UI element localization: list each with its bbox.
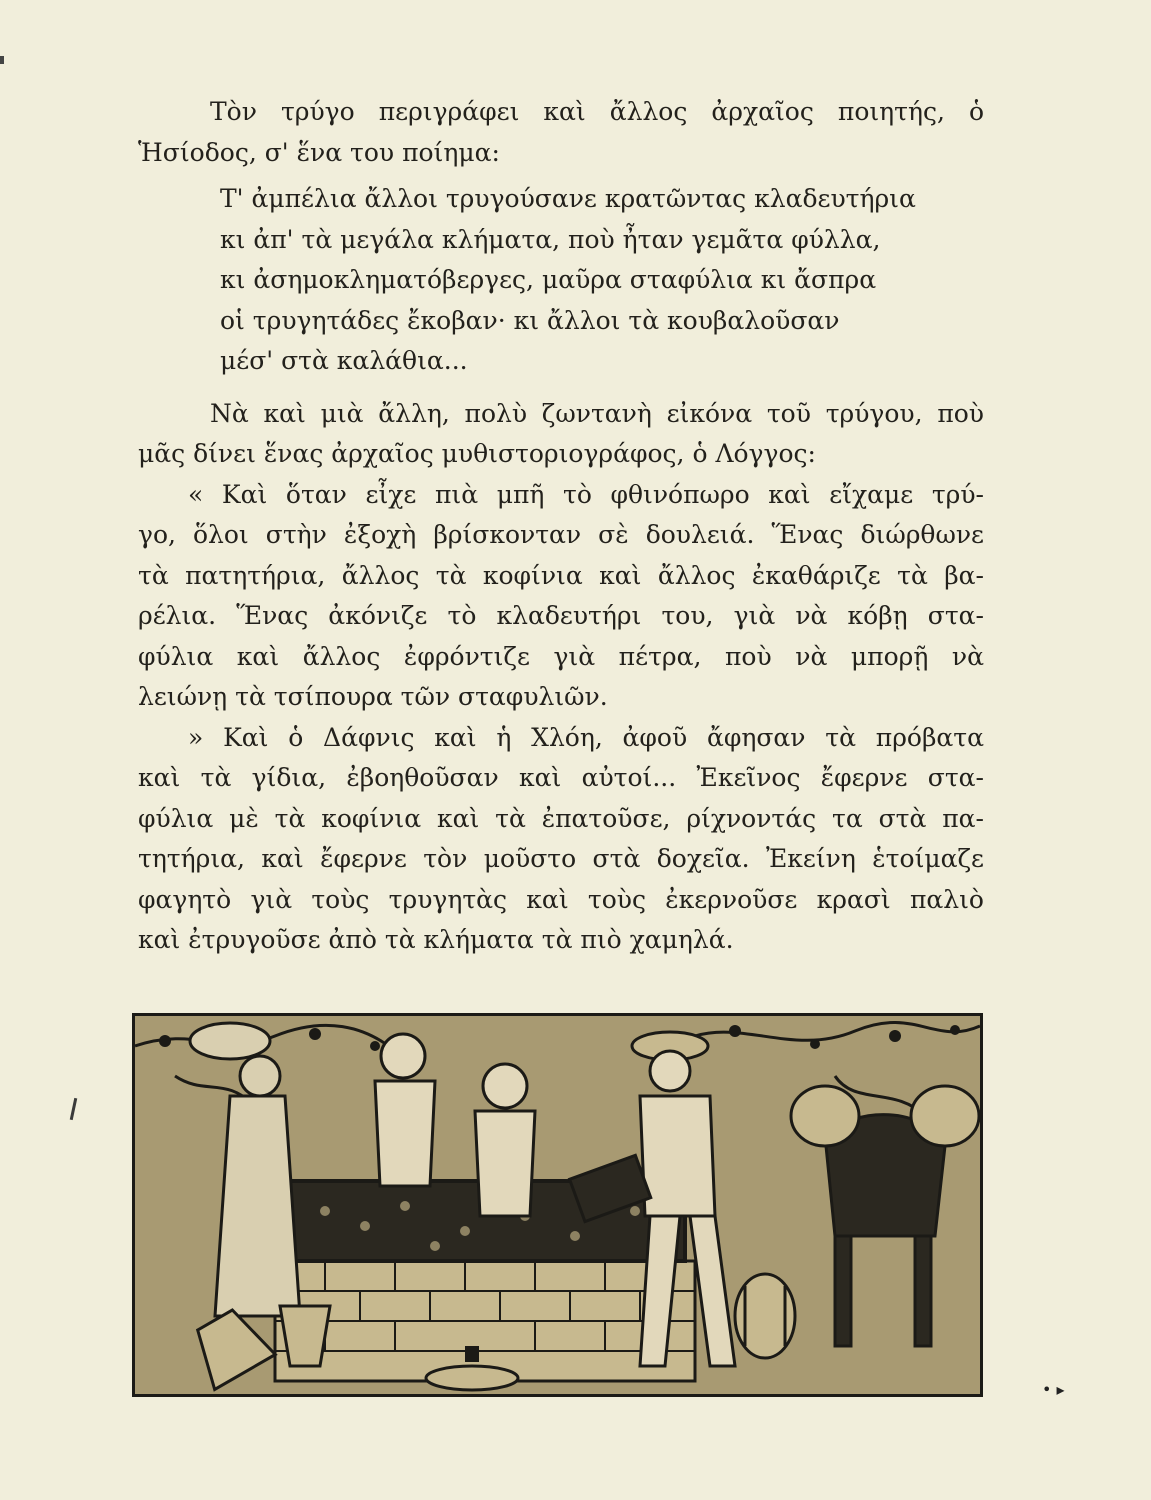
paragraph-3 xyxy=(138,475,984,718)
grape-harvest-illustration xyxy=(132,1013,983,1397)
paragraph-3-line-6: λειώνῃ τὰ τσίπουρα τῶν σταφυλιῶν. xyxy=(138,682,608,711)
paragraph-3-line-5: φύλια καὶ ἄλλος ἐφρόντιζε γιὰ πέτρα, ποὺ νὰ μπορῇ νὰ xyxy=(138,641,984,671)
paragraph-4-line-1: » Καὶ ὁ Δάφνις καὶ ἡ Χλόη, ἀφοῦ ἄφησαν τὰ πρόβατα xyxy=(188,722,984,752)
paragraph-4-line-6: καὶ ἐτρυγοῦσε ἀπὸ τὰ κλήματα τὰ πιὸ χαμηλά. xyxy=(138,925,734,954)
paragraph-3-line-3: τὰ πατητήρια, ἄλλος τὰ κοφίνια καὶ ἄλλος ἐκαθάριζε τὰ βα- xyxy=(138,560,984,590)
paragraph-2 xyxy=(138,394,984,475)
verse-line-2: κι ἀπ' τὰ μεγάλα κλήματα, ποὺ ἦταν γεμᾶτα φύλλα, xyxy=(220,224,881,254)
page-edge-mark xyxy=(0,56,4,64)
paragraph-4-line-3: φύλια μὲ τὰ κοφίνια καὶ τὰ ἐπατοῦσε, ρίχνοντάς τα στὰ πα- xyxy=(138,803,984,833)
paragraph-3-line-4: ρέλια. Ἕνας ἀκόνιζε τὸ κλαδευτήρι του, γιὰ νὰ κόβῃ στα- xyxy=(138,601,984,630)
paragraph-4 xyxy=(138,718,984,961)
verse-line-5: μέσ' στὰ καλάθια... xyxy=(220,346,468,375)
paragraph-4-line-2: καὶ τὰ γίδια, ἐβοηθοῦσαν καὶ αὐτοί... Ἐκεῖνος ἔφερνε στα- xyxy=(138,763,984,792)
page-text xyxy=(138,92,984,961)
paragraph-4-line-5: φαγητὸ γιὰ τοὺς τρυγητὰς καὶ τοὺς ἐκερνοῦσε κρασὶ παλιὸ xyxy=(138,884,984,914)
verse-quote xyxy=(138,179,984,382)
paragraph-1 xyxy=(138,92,984,173)
paragraph-2-line-2: μᾶς δίνει ἕνας ἀρχαῖος μυθιστοριογράφος, ὁ Λόγγος: xyxy=(138,439,816,468)
verse-line-3: κι ἀσημοκληματόβεργες, μαῦρα σταφύλια κι ἄσπρα xyxy=(220,265,877,294)
verse-line-4: οἱ τρυγητάδες ἔκοβαν· κι ἄλλοι τὰ κουβαλοῦσαν xyxy=(220,305,840,335)
woodcut-scene-image xyxy=(135,1016,980,1394)
paragraph-3-line-1: « Καὶ ὅταν εἶχε πιὰ μπῆ τὸ φθινόπωρο καὶ εἴχαμε τρύ- xyxy=(188,479,984,509)
margin-mark xyxy=(70,1098,78,1120)
verse-line-1: Τ' ἀμπέλια ἄλλοι τρυγούσανε κρατῶντας κλαδευτήρια xyxy=(220,184,916,213)
paragraph-1-line-1: Τὸν τρύγο περιγράφει καὶ ἄλλος ἀρχαῖος ποιητής, ὁ xyxy=(210,97,984,126)
paragraph-3-line-2: γο, ὅλοι στὴν ἐξοχὴ βρίσκονταν σὲ δουλειά. Ἕνας διώρθωνε xyxy=(138,520,984,549)
paragraph-4-line-4: τητήρια, καὶ ἔφερνε τὸν μοῦστο στὰ δοχεῖα. Ἐκείνη ἑτοίμαζε xyxy=(138,844,984,873)
page-corner-marks: • ▸ xyxy=(1042,1380,1065,1399)
paragraph-2-line-1: Νὰ καὶ μιὰ ἄλλη, πολὺ ζωντανὴ εἰκόνα τοῦ τρύγου, ποὺ xyxy=(210,398,984,428)
paragraph-1-line-2: Ἡσίοδος, σ' ἕνα του ποίημα: xyxy=(138,137,500,167)
